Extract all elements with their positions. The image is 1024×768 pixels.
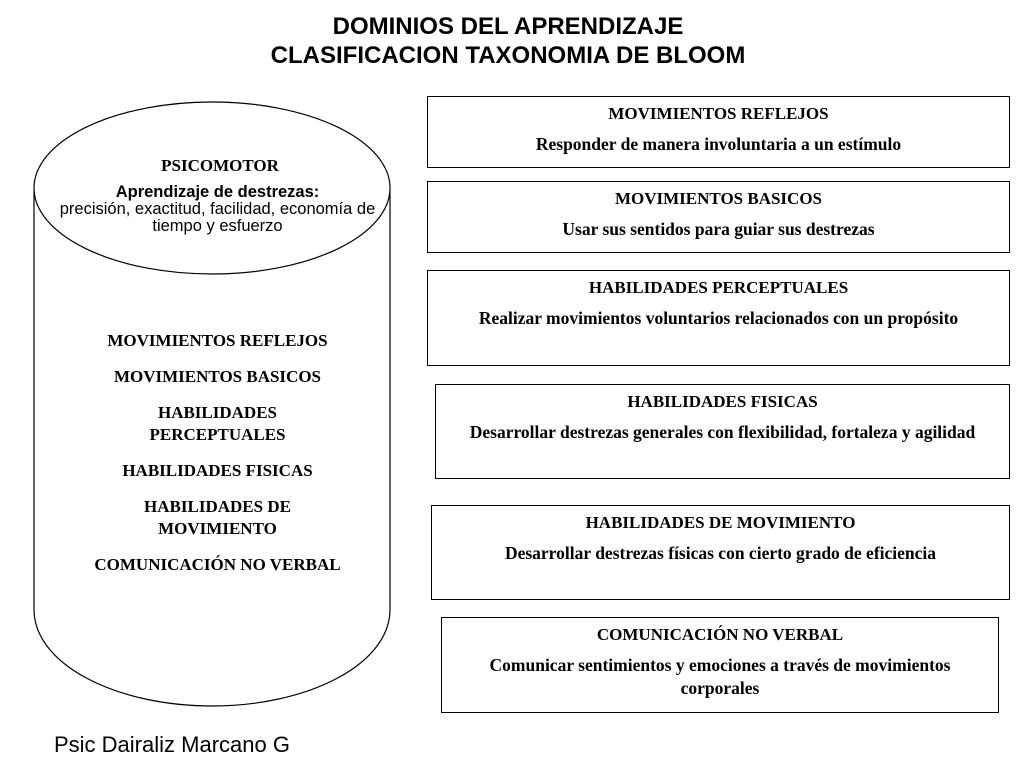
category-box-comunicacion-no-verbal	[441, 617, 999, 713]
category-box-habilidades-perceptuales	[427, 270, 1010, 366]
box-description: Comunicar sentimientos y emociones a través de movimientos corporales	[489, 655, 951, 698]
box-title: HABILIDADES FISICAS	[627, 392, 818, 411]
cylinder-item: MOVIMIENTOS BASICOS	[113, 367, 322, 386]
category-box-movimientos-basicos	[427, 181, 1010, 253]
box-description: Responder de manera involuntaria a un estímulo	[535, 134, 902, 154]
box-title: HABILIDADES PERCEPTUALES	[588, 278, 849, 297]
category-box-movimientos-reflejos	[427, 96, 1010, 168]
box-title: MOVIMIENTOS REFLEJOS	[608, 104, 829, 123]
box-description: Desarrollar destrezas físicas con cierto grado de eficiencia	[504, 543, 937, 563]
box-title: MOVIMIENTOS BASICOS	[614, 189, 823, 208]
category-box-habilidades-fisicas	[435, 384, 1010, 479]
cylinder-item: MOVIMIENTOS REFLEJOS	[107, 331, 328, 350]
psicomotor-description	[40, 184, 395, 235]
box-title: COMUNICACIÓN NO VERBAL	[596, 625, 844, 644]
psicomotor-description-lead: Aprendizaje de destrezas:	[115, 183, 320, 201]
cylinder-item-list	[40, 330, 395, 590]
box-title: HABILIDADES DE MOVIMIENTO	[585, 513, 856, 532]
box-description: Usar sus sentidos para guiar sus destrezas	[562, 219, 875, 239]
cylinder-item: COMUNICACIÓN NO VERBAL	[94, 555, 341, 574]
category-box-habilidades-de-movimiento	[431, 505, 1010, 600]
cylinder-item: HABILIDADES FISICAS	[122, 461, 313, 480]
psicomotor-heading: PSICOMOTOR	[161, 156, 279, 175]
cylinder-item: HABILIDADES DE MOVIMIENTO	[144, 497, 291, 538]
psicomotor-description-rest: precisión, exactitud, facilidad, economía de tiempo y esfuerzo	[59, 200, 376, 235]
box-description: Desarrollar destrezas generales con flexibilidad, fortaleza y agilidad	[469, 422, 976, 442]
title-line-1: DOMINIOS DEL APRENDIZAJE	[332, 13, 684, 40]
box-description: Realizar movimientos voluntarios relacionados con un propósito	[478, 308, 959, 328]
cylinder-item: HABILIDADES PERCEPTUALES	[149, 403, 286, 444]
title-line-2: CLASIFICACION TAXONOMIA DE BLOOM	[270, 42, 746, 69]
author-credit: Psic Dairaliz Marcano G	[54, 732, 290, 757]
